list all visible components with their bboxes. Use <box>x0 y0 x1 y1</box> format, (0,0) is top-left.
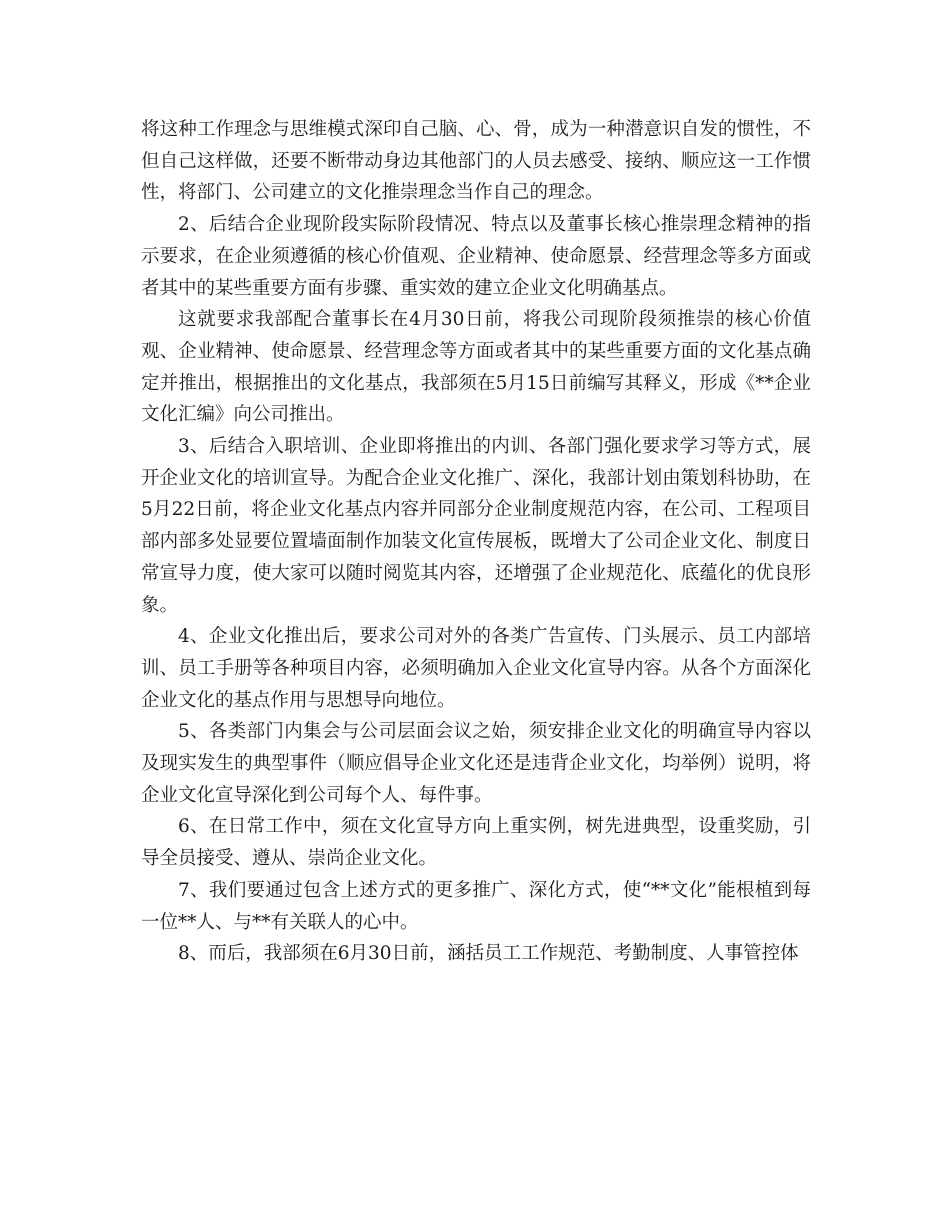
paragraph-8: 7、我们要通过包含上述方式的更多推广、深化方式，使“**文化”能根植到每一位**人、与**有关联人的心中。 <box>141 879 811 933</box>
paragraph-6: 5、各类部门内集会与公司层面会议之始，须安排企业文化的明确宣导内容以及现实发生的典型事件（顺应倡导企业文化还是违背企业文化，均举例）说明，将企业文化宣导深化到公司每个人、每件事。 <box>141 721 811 806</box>
paragraph-3: 这就要求我部配合董事长在4月30日前，将我公司现阶段须推崇的核心价值观、企业精神、使命愿景、经营理念等方面或者其中的某些重要方面的文化基点确定并推出，根据推出的文化基点，我部须在5月15日前编写其释义，形成《**企业文化汇编》向公司推出。 <box>141 309 811 426</box>
document-body <box>141 114 811 970</box>
paragraph-2: 2、后结合企业现阶段实际阶段情况、特点以及董事长核心推崇理念精神的指示要求，在企业须遵循的核心价值观、企业精神、使命愿景、经营理念等多方面或者其中的某些重要方面有步骤、重实效的建立企业文化明确基点。 <box>141 214 811 299</box>
paragraph-4: 3、后结合入职培训、企业即将推出的内训、各部门强化要求学习等方式，展开企业文化的培训宣导。为配合企业文化推广、深化，我部计划由策划科协助，在5月22日前，将企业文化基点内容并同部分企业制度规范内容，在公司、工程项目部内部多处显要位置墙面制作加装文化宣传展板，既增大了公司企业文化、制度日常宣导力度，使大家可以随时阅览其内容，还增强了企业规范化、底蕴化的优良形象。 <box>141 436 811 616</box>
paragraph-9: 8、而后，我部须在6月30日前，涵括员工工作规范、考勤制度、人事管控体 <box>178 943 799 965</box>
paragraph-5: 4、企业文化推出后，要求公司对外的各类广告宣传、门头展示、员工内部培训、员工手册等各种项目内容，必须明确加入企业文化宣导内容。从各个方面深化企业文化的基点作用与思想导向地位。 <box>141 626 811 711</box>
paragraph-1: 将这种工作理念与思维模式深印自己脑、心、骨，成为一种潜意识自发的惯性，不但自己这样做，还要不断带动身边其他部门的人员去感受、接纳、顺应这一工作惯性，将部门、公司建立的文化推崇理念当作自己的理念。 <box>141 119 811 204</box>
paragraph-7: 6、在日常工作中，须在文化宣导方向上重实例，树先进典型，设重奖励，引导全员接受、遵从、崇尚企业文化。 <box>141 816 811 870</box>
